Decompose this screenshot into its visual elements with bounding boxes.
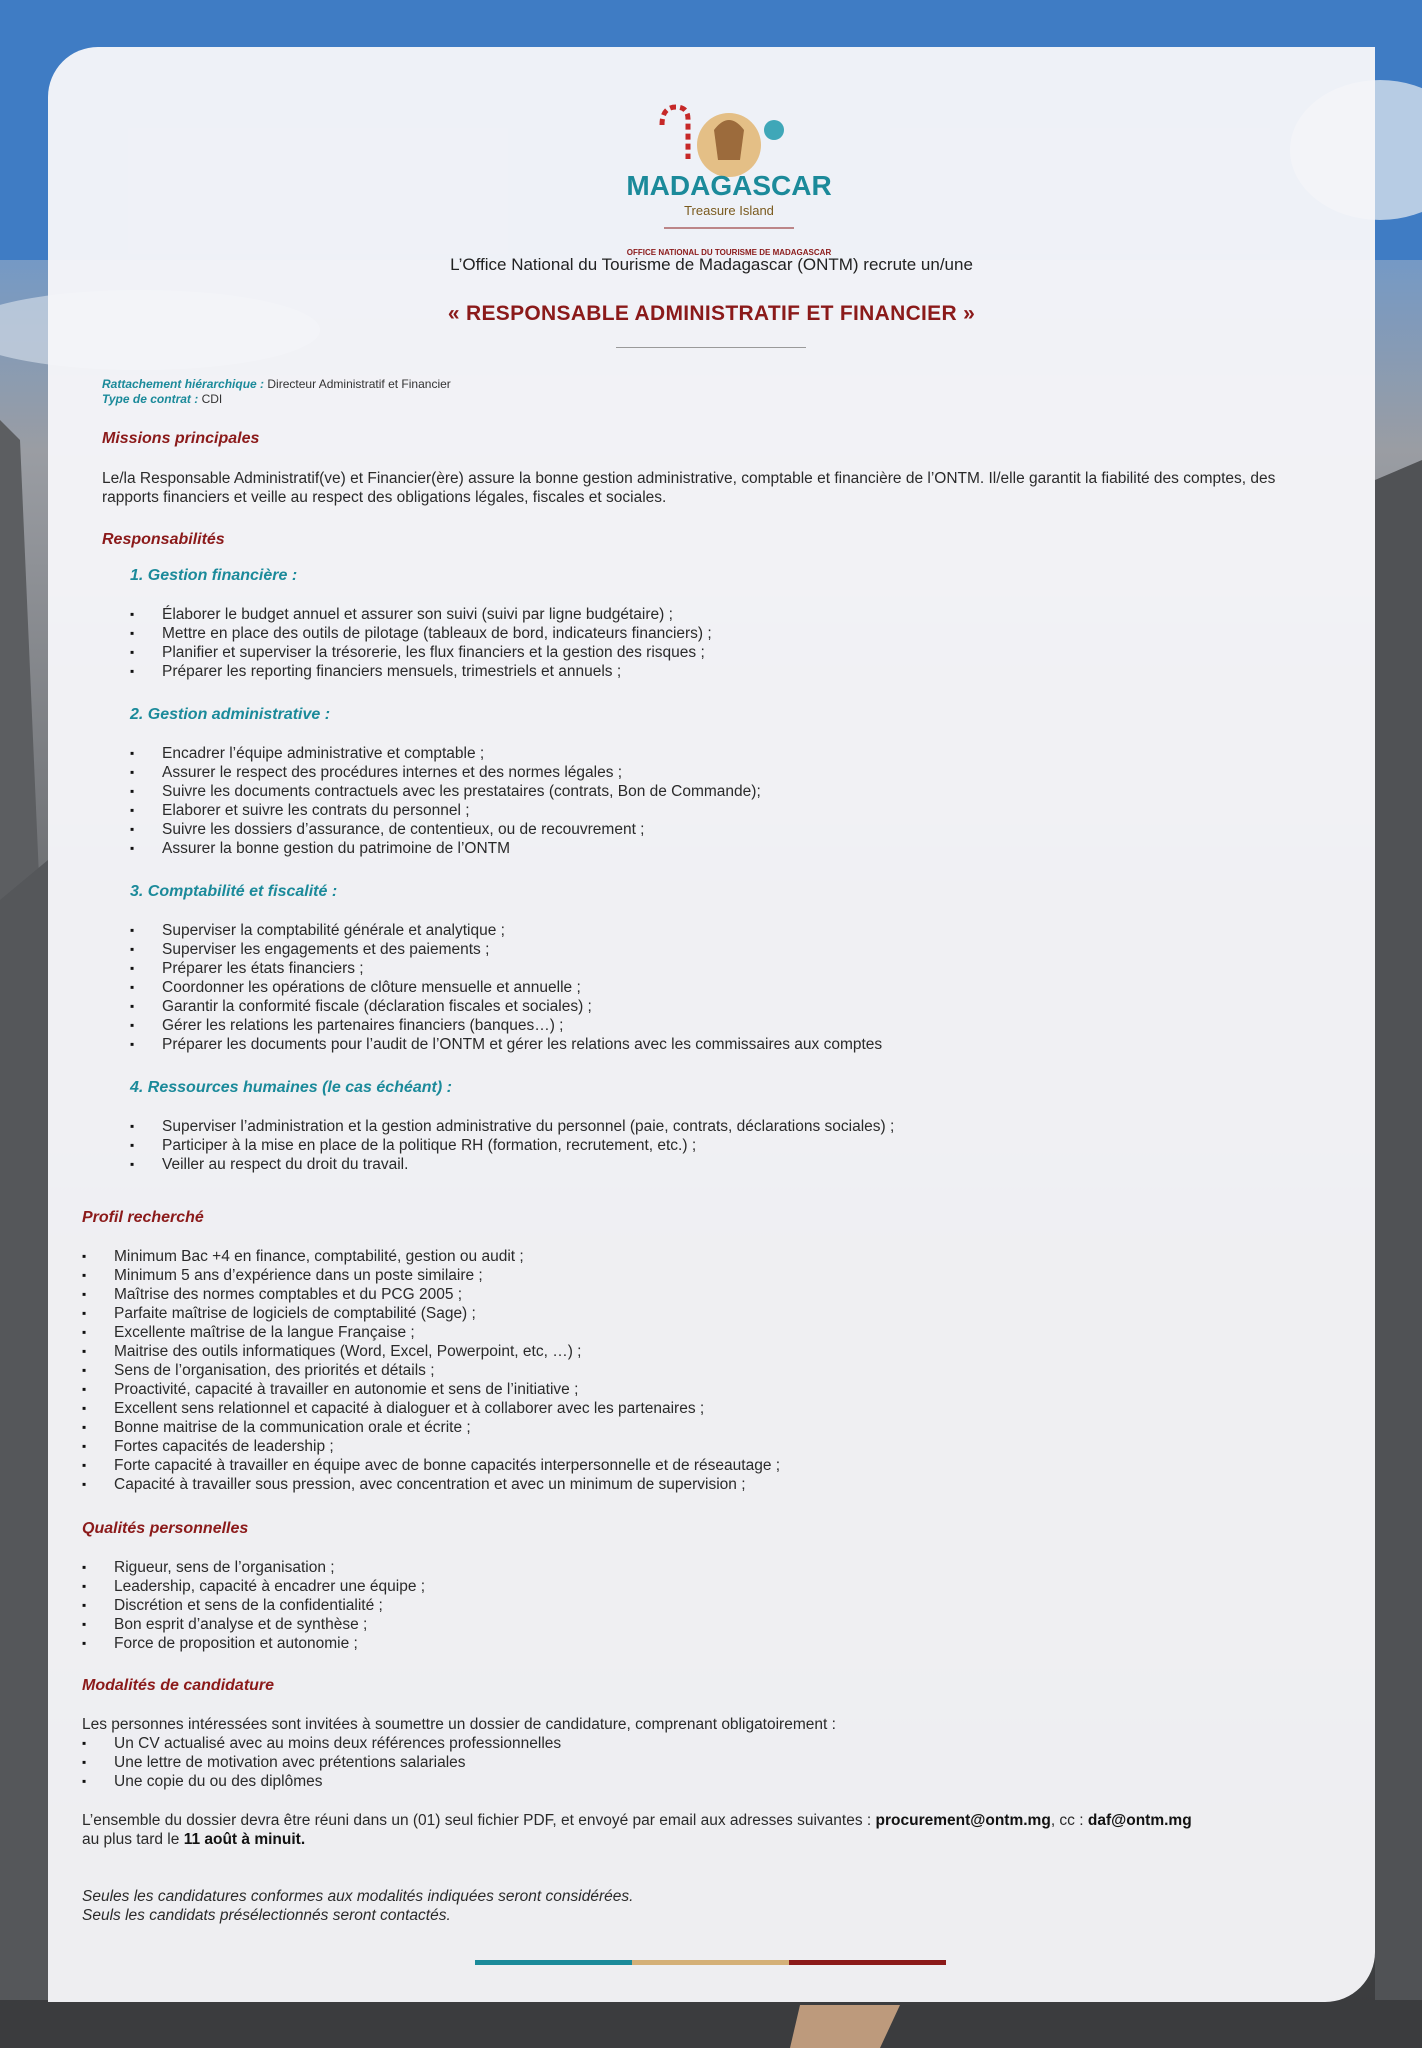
list-item: ▪ Minimum Bac +4 en finance, comptabilité, gestion ou audit ; [82,1247,780,1266]
section-ressources-humaines-title: 4. Ressources humaines (le cas échéant) : [130,1079,452,1096]
list-item: ▪ Mettre en place des outils de pilotage (tableaux de bord, indicateurs financiers) ; [130,624,712,643]
list-item: ▪ Gérer les relations les partenaires financiers (banques…) ; [130,1016,882,1035]
email-daf[interactable]: daf@ontm.mg [1087,1812,1192,1829]
contrat-label: Type de contrat : [102,392,199,406]
svg-text:MADAGASCAR: MADAGASCAR [626,170,832,201]
list-item: ▪ Superviser la comptabilité générale et analytique ; [130,921,882,940]
job-meta [102,377,451,407]
gestion-financiere-list [130,605,712,681]
envoi-text-2: , cc : [1050,1812,1088,1829]
list-item: ▪ Assurer la bonne gestion du patrimoine de l’ONTM [130,839,761,858]
rattachement-value: Directeur Administratif et Financier [264,377,451,391]
job-posting-card [48,47,1375,2002]
list-item: ▪ Minimum 5 ans d’expérience dans un poste similaire ; [82,1266,780,1285]
list-item: ▪ Sens de l’organisation, des priorités et détails ; [82,1361,780,1380]
footer-bar-red [789,1960,946,1965]
deadline: 11 août à minuit. [183,1831,306,1848]
list-item: ▪ Capacité à travailler sous pression, avec concentration et avec un minimum de supervision ; [82,1475,780,1494]
list-item: ▪ Veiller au respect du droit du travail. [130,1155,894,1174]
envoi-text-3: au plus tard le [82,1831,184,1848]
modalites-intro: Les personnes intéressées sont invitées à soumettre un dossier de candidature, comprenant obligatoirement : [82,1716,836,1733]
list-item: ▪ Elaborer et suivre les contrats du personnel ; [130,801,761,820]
list-item: ▪ Planifier et superviser la trésorerie, les flux financiers et la gestion des risques ; [130,643,712,662]
ressources-humaines-list [130,1117,894,1174]
list-item: ▪ Un CV actualisé avec au moins deux références professionnelles [82,1734,561,1753]
list-item: ▪ Préparer les reporting financiers mensuels, trimestriels et annuels ; [130,662,712,681]
modalites-heading: Modalités de candidature [82,1677,275,1694]
list-item: ▪ Une copie du ou des diplômes [82,1772,561,1791]
list-item: ▪ Bon esprit d’analyse et de synthèse ; [82,1615,425,1634]
list-item: ▪ Préparer les états financiers ; [130,959,882,978]
list-item: ▪ Coordonner les opérations de clôture mensuelle et annuelle ; [130,978,882,997]
list-item: ▪ Excellente maîtrise de la langue Française ; [82,1323,780,1342]
list-item: ▪ Une lettre de motivation avec prétentions salariales [82,1753,561,1772]
selection-note [82,1887,633,1925]
list-item: ▪ Fortes capacités de leadership ; [82,1437,780,1456]
comptabilite-list [130,921,882,1054]
madagascar-logo [626,85,832,265]
list-item: ▪ Bonne maitrise de la communication orale et écrite ; [82,1418,780,1437]
svg-text:OFFICE NATIONAL DU TOURISME DE: OFFICE NATIONAL DU TOURISME DE MADAGASCAR [626,248,832,257]
list-item: ▪ Élaborer le budget annuel et assurer son suivi (suivi par ligne budgétaire) ; [130,605,712,624]
list-item: ▪ Rigueur, sens de l’organisation ; [82,1558,425,1577]
rattachement-label: Rattachement hiérarchique : [102,377,265,391]
note-line-1: Seules les candidatures conformes aux modalités indiquées seront considérées. [82,1888,634,1905]
divider [616,347,806,348]
list-item: ▪ Force de proposition et autonomie ; [82,1634,425,1653]
missions-heading: Missions principales [102,430,260,447]
qualites-list [82,1558,425,1653]
list-item: ▪ Garantir la conformité fiscale (déclaration fiscales et sociales) ; [130,997,882,1016]
list-item: ▪ Préparer les documents pour l’audit de l’ONTM et gérer les relations avec les commissaires aux comptes [130,1035,882,1054]
list-item: ▪ Proactivité, capacité à travailler en autonomie et sens de l’initiative ; [82,1380,780,1399]
list-item: ▪ Excellent sens relationnel et capacité à dialoguer et à collaborer avec les partenaires ; [82,1399,780,1418]
list-item: ▪ Suivre les dossiers d’assurance, de contentieux, ou de recouvrement ; [130,820,761,839]
gestion-administrative-list [130,744,761,858]
qualites-heading: Qualités personnelles [82,1520,249,1537]
list-item: ▪ Assurer le respect des procédures internes et des normes légales ; [130,763,761,782]
section-comptabilite-title: 3. Comptabilité et fiscalité : [130,883,338,900]
list-item: ▪ Superviser les engagements et des paiements ; [130,940,882,959]
responsabilites-heading: Responsabilités [102,531,225,548]
profil-heading: Profil recherché [82,1209,204,1226]
footer-bar-sand [632,1960,789,1965]
profil-list [82,1247,780,1494]
list-item: ▪ Suivre les documents contractuels avec les prestataires (contrats, Bon de Commande); [130,782,761,801]
section-gestion-financiere-title: 1. Gestion financière : [130,567,298,584]
envoi-text-1: L’ensemble du dossier devra être réuni dans un (01) seul fichier PDF, et envoyé par email aux adresses suivantes : [82,1812,876,1829]
modalites-envoi [82,1811,1352,1849]
footer-bar-teal [475,1960,632,1965]
list-item: ▪ Encadrer l’équipe administrative et comptable ; [130,744,761,763]
list-item: ▪ Parfaite maîtrise de logiciels de comptabilité (Sage) ; [82,1304,780,1323]
contrat-value: CDI [198,392,223,406]
intro-line: L’Office National du Tourisme de Madagascar (ONTM) recrute un/une [450,255,973,274]
list-item: ▪ Maitrise des outils informatiques (Word, Excel, Powerpoint, etc, …) ; [82,1342,780,1361]
svg-text:Treasure Island: Treasure Island [684,203,774,218]
email-procurement[interactable]: procurement@ontm.mg [875,1812,1051,1829]
list-item: ▪ Discrétion et sens de la confidentialité ; [82,1596,425,1615]
list-item: ▪ Participer à la mise en place de la politique RH (formation, recrutement, etc.) ; [130,1136,894,1155]
list-item: ▪ Superviser l’administration et la gestion administrative du personnel (paie, contrats, déclarations sociales) ; [130,1117,894,1136]
list-item: ▪ Forte capacité à travailler en équipe avec de bonne capacités interpersonnelle et de réseautage ; [82,1456,780,1475]
job-title: « RESPONSABLE ADMINISTRATIF ET FINANCIER » [447,302,976,325]
list-item: ▪ Leadership, capacité à encadrer une équipe ; [82,1577,425,1596]
modalites-list [82,1734,561,1791]
note-line-2: Seuls les candidats présélectionnés seront contactés. [82,1907,451,1924]
list-item: ▪ Maîtrise des normes comptables et du PCG 2005 ; [82,1285,780,1304]
missions-text: Le/la Responsable Administratif(ve) et Financier(ère) assure la bonne gestion administrative, comptable et financière de l’ONTM. Il/elle garantit la fiabilité des comptes, des rapports financiers et veille au respect des obligations légales, fiscales et sociales. [102,470,1276,506]
section-gestion-administrative-title: 2. Gestion administrative : [130,706,331,723]
